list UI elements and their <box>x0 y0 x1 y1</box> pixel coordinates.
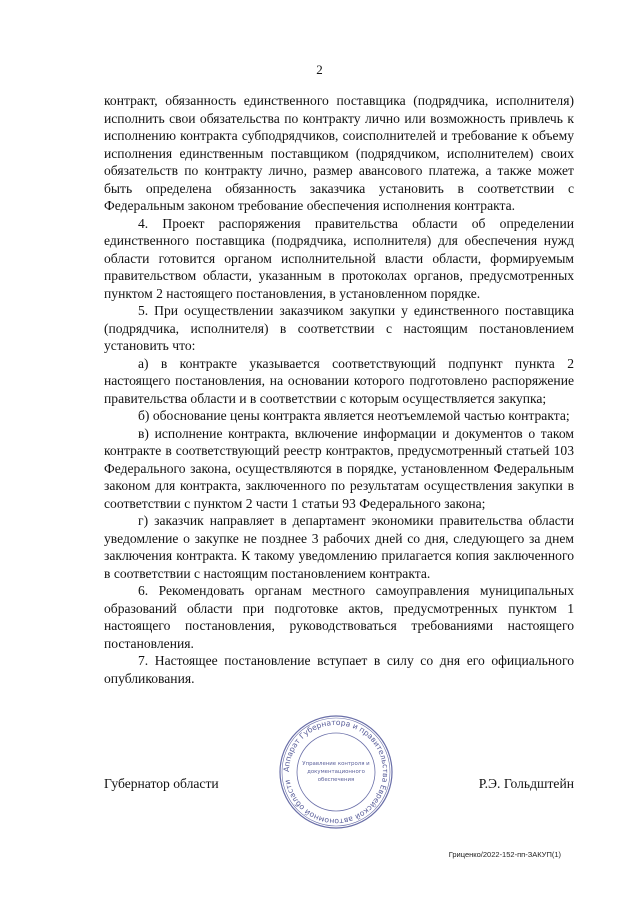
stamp-center-line-2: документационного <box>307 769 365 775</box>
page-number: 2 <box>316 62 323 77</box>
official-stamp <box>276 712 396 832</box>
document-reference: Гриценко/2022-152-пп-ЗАКУП(1) <box>448 850 561 859</box>
paragraph-continuation: контракт, обязанность единственного поставщика (подрядчика, исполнителя) исполнить свои обязательства по контракту лично или возможность привлечь к исполнению контракта субподрядчиков, соисполнителей и требование к объему исполнения единственным поставщиком (подрядчиком, исполнителем) своих обязательств по контракту лично, размер авансового платежа, а также может быть определена обязанность заказчика установить в соответствии с Федеральным законом требование обеспечения исполнения контракта. <box>104 93 574 213</box>
stamp-ring-text: Аппарат Губернатора и правительства Еврейской автономной области <box>281 717 391 827</box>
paragraph-5b: б) обоснование цены контракта является неотъемлемой частью контракта; <box>138 408 570 423</box>
paragraph-5g: г) заказчик направляет в департамент экономики правительства области уведомление о закупке не позднее 3 рабочих дней со дня, следующего за днем заключения контракта. К такому уведомлению прилагается копия заключенного в соответствии с настоящим постановлением контракта. <box>104 513 574 581</box>
signatory-name: Р.Э. Гольдштейн <box>478 776 574 791</box>
signatory-title: Губернатор области <box>104 776 219 791</box>
paragraph-4: 4. Проект распоряжения правительства области об определении единственного поставщика (подрядчика, исполнителя) для обеспечения нужд области готовится органом исполнительной власти области, формируемым правительством области, указанным в протоколах органов, предусмотренных пунктом 2 настоящего постановления, в установленном порядке. <box>104 215 574 301</box>
paragraph-6: 6. Рекомендовать органам местного самоуправления муниципальных образований области при подготовке актов, предусмотренных пунктом 1 настоящего постановления, руководствоваться требованиями настоящего постановления. <box>104 583 574 651</box>
paragraph-5: 5. При осуществлении заказчиком закупки у единственного поставщика (подрядчика, исполнителя) в соответствии с настоящим постановлением установить что: <box>104 303 574 353</box>
paragraph-5a: а) в контракте указывается соответствующий подпункт пункта 2 настоящего постановления, на основании которого подготовлено распоряжение правительства области и в соответствии с которым осуществляется закупка; <box>104 355 574 406</box>
document-body <box>104 92 574 687</box>
paragraph-5v: в) исполнение контракта, включение информации и документов о таком контракте в соответствующий реестр контрактов, предусмотренный статьей 103 Федерального закона, осуществляются в порядке, установленном Федеральным законом для контракта, заключенного по результатам осуществления закупки в соответствии с пунктом 2 части 1 статьи 93 Федерального закона; <box>104 425 574 511</box>
stamp-center-line-3: обеспечения <box>317 777 355 783</box>
stamp-center-line-1: Управление контроля и <box>302 761 370 767</box>
paragraph-7: 7. Настоящее постановление вступает в силу со дня его официального опубликования. <box>104 653 574 686</box>
